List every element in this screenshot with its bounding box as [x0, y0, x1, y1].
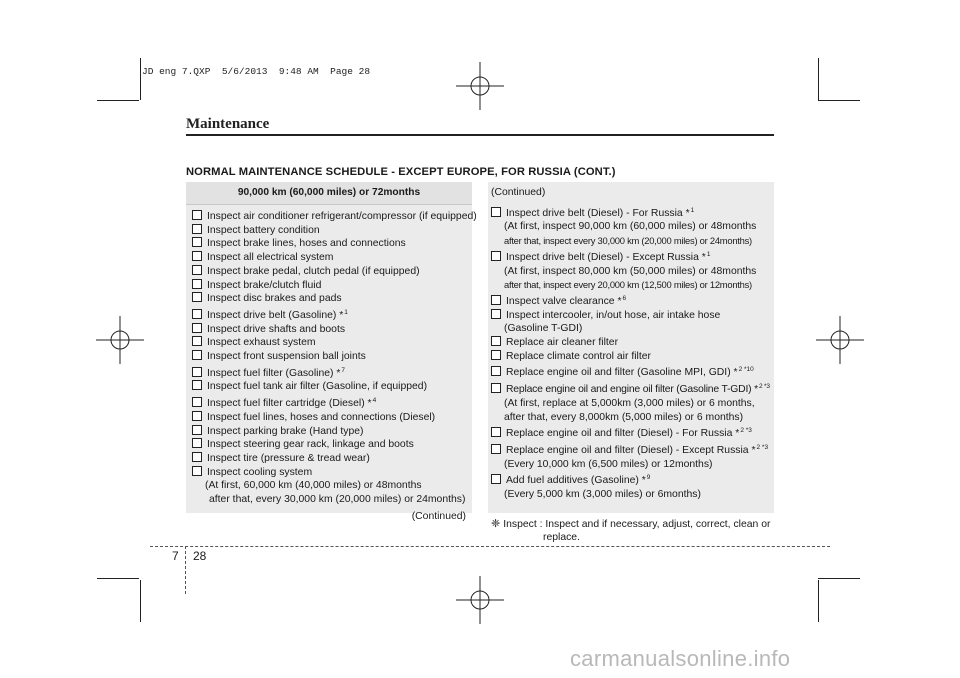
- checklist-item: Replace engine oil and filter (Gasoline MPI, GDI) *$^{2 *10}$: [491, 363, 771, 380]
- page-header-title: Maintenance: [186, 116, 270, 132]
- continued-label: (Continued): [411, 510, 466, 522]
- checkbox-icon: [192, 411, 202, 421]
- checklist-item: Inspect brake/clutch fluid: [192, 279, 466, 293]
- checkbox-icon: [192, 309, 202, 319]
- checklist-item: Replace climate control air filter: [491, 350, 771, 364]
- checklist-item: Replace engine oil and engine oil filter (Gasoline T-GDI) *$^{2 *3}$: [491, 380, 771, 397]
- chapter-number: 7: [172, 549, 179, 563]
- footnote-ref: 4: [372, 397, 377, 405]
- checklist-item: Inspect brake lines, hoses and connections: [192, 237, 466, 251]
- checklist-item: Inspect exhaust system: [192, 336, 466, 350]
- cooling-interval-line: (At first, 60,000 km (40,000 miles) or 48months: [205, 480, 422, 492]
- page-number: 28: [193, 549, 207, 563]
- footnote-ref: 2 *3: [740, 427, 752, 435]
- checklist-item: Inspect front suspension ball joints: [192, 350, 466, 364]
- footnote-ref: 7: [341, 366, 346, 374]
- section-title: NORMAL MAINTENANCE SCHEDULE - EXCEPT EUROPE, FOR RUSSIA (CONT.): [186, 166, 616, 178]
- schedule-column-left: [186, 182, 477, 522]
- checklist-item: Inspect cooling system: [192, 466, 466, 480]
- footnote-ref: 1: [706, 250, 711, 258]
- registration-mark-bottom: [456, 576, 504, 624]
- checkbox-icon: [491, 350, 501, 360]
- note-text: Inspect : Inspect and if necessary, adjust, correct, clean or: [503, 519, 771, 530]
- checklist-item: Inspect valve clearance *$^6$: [491, 292, 771, 309]
- registration-mark-left: [96, 316, 144, 364]
- checkbox-icon: [192, 292, 202, 302]
- footnote-ref: 2 *10: [738, 366, 754, 374]
- checklist-item: Inspect steering gear rack, linkage and boots: [192, 438, 466, 452]
- checkbox-icon: [192, 251, 202, 261]
- checkbox-icon: [491, 309, 501, 319]
- checkbox-icon: [491, 336, 501, 346]
- checklist-item: Inspect air conditioner refrigerant/compressor (if equipped): [192, 210, 466, 224]
- checklist-item: Replace engine oil and filter (Diesel) - For Russia *$^{2 *3}$: [491, 424, 771, 441]
- left-checklist: [186, 205, 477, 523]
- cooling-interval-line: after that, every 30,000 km (20,000 miles) or 24months): [209, 494, 466, 506]
- checkbox-icon: [491, 366, 501, 376]
- checkbox-icon: [192, 210, 202, 220]
- registration-mark-top: [456, 62, 504, 110]
- interval-heading: 90,000 km (60,000 miles) or 72months: [186, 182, 472, 205]
- checklist-item: Inspect battery condition: [192, 224, 466, 238]
- note-symbol-icon: ❈: [491, 518, 501, 530]
- checklist-item: Inspect fuel filter (Gasoline) *$^7$: [192, 364, 466, 381]
- checklist-item: Add fuel additives (Gasoline) *$^9$: [491, 471, 771, 488]
- checkbox-icon: [491, 444, 501, 454]
- checklist-item: Inspect drive belt (Gasoline) *$^1$: [192, 306, 466, 323]
- registration-mark-right: [816, 316, 864, 364]
- checkbox-icon: [491, 295, 501, 305]
- checkbox-icon: [192, 397, 202, 407]
- continued-label: (Continued): [491, 187, 546, 198]
- right-checklist: [488, 182, 774, 502]
- schedule-column-right: [488, 182, 774, 513]
- checklist-item: Inspect drive belt (Diesel) - Except Russia *$^1$: [491, 248, 771, 265]
- checklist-item: Inspect fuel lines, hoses and connections (Diesel): [192, 411, 466, 425]
- checkbox-icon: [192, 425, 202, 435]
- checklist-item: Inspect intercooler, in/out hose, air intake hose: [491, 309, 771, 323]
- footnote-ref: 2 *3: [758, 383, 770, 391]
- checklist-item: Inspect brake pedal, clutch pedal (if equipped): [192, 265, 466, 279]
- checkbox-icon: [491, 427, 501, 437]
- footnote-ref: 1: [344, 308, 348, 316]
- checkbox-icon: [192, 224, 202, 234]
- item-detail: after that, every 8,000km (5,000 miles) or 6 months): [504, 411, 744, 423]
- note-text: replace.: [543, 532, 580, 543]
- item-detail: (At first, inspect 90,000 km (60,000 miles) or 48months: [504, 221, 757, 233]
- checklist-item: Inspect drive belt (Diesel) - For Russia *$^1$: [491, 204, 771, 221]
- item-detail: (At first, inspect 80,000 km (50,000 miles) or 48months: [504, 265, 757, 277]
- checklist-item: Inspect fuel tank air filter (Gasoline, if equipped): [192, 380, 466, 394]
- footnote-ref: 2 *3: [756, 443, 769, 451]
- item-detail: after that, inspect every 30,000 km (20,000 miles) or 24months): [504, 235, 752, 247]
- footnote-ref: 1: [690, 206, 695, 214]
- checkbox-icon: [192, 323, 202, 333]
- checkbox-icon: [192, 367, 202, 377]
- print-slug: JD eng 7.QXP 5/6/2013 9:48 AM Page 28: [142, 66, 371, 77]
- inspect-note: [491, 518, 774, 544]
- header-rule: [186, 134, 774, 136]
- watermark: carmanualsonline.info: [570, 646, 791, 671]
- checklist-item: Replace engine oil and filter (Diesel) - Except Russia *$^{2 *3}$: [491, 441, 771, 458]
- checklist-item: Replace air cleaner filter: [491, 336, 771, 350]
- item-detail: after that, inspect every 20,000 km (12,500 miles) or 12months): [504, 279, 752, 291]
- item-detail: (At first, replace at 5,000km (3,000 miles) or 6 months,: [504, 397, 755, 409]
- checklist-item: Inspect tire (pressure & tread wear): [192, 452, 466, 466]
- checkbox-icon: [192, 265, 202, 275]
- footnote-ref: 9: [646, 474, 651, 482]
- checkbox-icon: [491, 207, 501, 217]
- checklist-item: Inspect drive shafts and boots: [192, 323, 466, 337]
- footer-rule: [150, 546, 830, 547]
- checkbox-icon: [491, 251, 501, 261]
- page-divider: [185, 546, 186, 594]
- checklist-item: Inspect all electrical system: [192, 251, 466, 265]
- checkbox-icon: [192, 452, 202, 462]
- checklist-item: Inspect parking brake (Hand type): [192, 425, 466, 439]
- item-detail: (Gasoline T-GDI): [504, 323, 583, 335]
- item-detail: (Every 5,000 km (3,000 miles) or 6months): [504, 489, 701, 501]
- checkbox-icon: [192, 380, 202, 390]
- checkbox-icon: [192, 466, 202, 476]
- checkbox-icon: [192, 279, 202, 289]
- checkbox-icon: [192, 350, 202, 360]
- checkbox-icon: [491, 383, 501, 393]
- footnote-ref: 6: [622, 294, 627, 302]
- checklist-item: Inspect fuel filter cartridge (Diesel) *$^4$: [192, 394, 466, 411]
- checkbox-icon: [192, 336, 202, 346]
- checkbox-icon: [192, 438, 202, 448]
- item-detail: (Every 10,000 km (6,500 miles) or 12months): [504, 458, 713, 470]
- checklist-item: Inspect disc brakes and pads: [192, 292, 466, 306]
- checkbox-icon: [192, 237, 202, 247]
- checkbox-icon: [491, 474, 501, 484]
